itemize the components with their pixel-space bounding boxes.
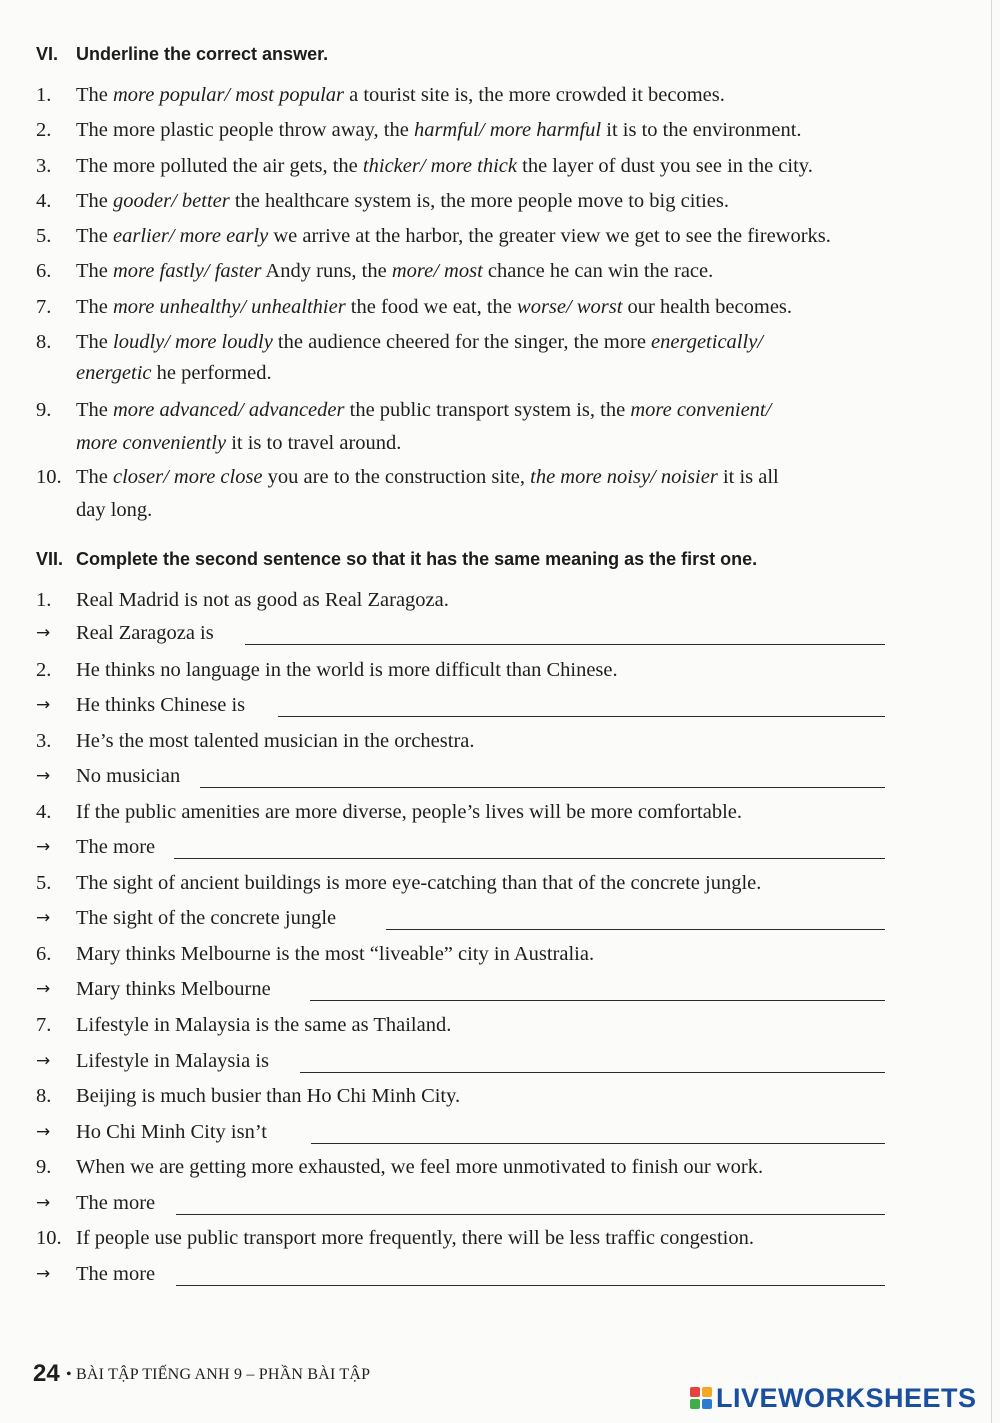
item-number: 1. <box>36 84 52 106</box>
brand-name: LIVEWORKSHEETS <box>716 1382 977 1413</box>
sentence-fragment: the layer of dust you see in the city. <box>517 155 813 177</box>
page-number: 24 <box>33 1360 60 1387</box>
rewrite-prompt: Lifestyle in Malaysia is <box>76 1050 269 1072</box>
original-sentence: When we are getting more exhausted, we feel more unmotivated to finish our work. <box>76 1156 764 1178</box>
answer-blank-line[interactable] <box>174 858 885 859</box>
item-number: 1. <box>36 589 52 611</box>
sentence-fragment: the healthcare system is, the more people move to big cities. <box>229 190 729 212</box>
item-text <box>76 220 831 253</box>
answer-option[interactable]: more unhealthy/ unhealthier <box>113 296 346 318</box>
rewrite-prompt: The more <box>76 836 156 858</box>
sentence-fragment: our health becomes. <box>622 296 793 318</box>
answer-option[interactable]: loudly/ more loudly <box>113 331 273 353</box>
item-text-continued <box>76 494 152 527</box>
rewrite-prompt: The more <box>76 1192 156 1214</box>
item-number: 7. <box>36 296 52 318</box>
answer-option[interactable]: the more noisy/ noisier <box>530 466 718 488</box>
answer-option[interactable]: energetic <box>76 362 152 384</box>
sentence-fragment: The <box>76 399 113 421</box>
answer-blank-line[interactable] <box>245 644 885 645</box>
arrow-right-icon: → <box>36 1264 51 1284</box>
item-number: 8. <box>36 1085 52 1107</box>
item-number: 10. <box>36 466 62 488</box>
logo-square <box>702 1387 712 1397</box>
rewrite-prompt: Mary thinks Melbourne <box>76 978 271 1000</box>
sentence-fragment: day long. <box>76 499 153 521</box>
answer-blank-line[interactable] <box>310 1000 885 1001</box>
answer-blank-line[interactable] <box>176 1285 885 1286</box>
answer-option[interactable]: energetically/ <box>651 331 763 353</box>
sentence-fragment: The more polluted the air gets, the <box>76 155 363 177</box>
original-sentence: Beijing is much busier than Ho Chi Minh City. <box>76 1085 461 1107</box>
arrow-right-icon: → <box>36 1122 51 1142</box>
sentence-fragment: he performed. <box>151 362 272 384</box>
sentence-fragment: you are to the construction site, <box>262 466 531 488</box>
rewrite-prompt: No musician <box>76 765 181 787</box>
sentence-fragment: a tourist site is, the more crowded it becomes. <box>344 84 725 106</box>
rewrite-prompt: Real Zaragoza is <box>76 622 214 644</box>
item-number: 2. <box>36 659 52 681</box>
item-text <box>76 461 779 494</box>
sentence-fragment: we arrive at the harbor, the greater view we get to see the fireworks. <box>268 225 831 247</box>
original-sentence: Real Madrid is not as good as Real Zaragoza. <box>76 589 449 611</box>
item-number: 3. <box>36 730 52 752</box>
arrow-right-icon: → <box>36 837 51 857</box>
answer-blank-line[interactable] <box>176 1214 885 1215</box>
answer-blank-line[interactable] <box>386 929 885 930</box>
answer-option[interactable]: closer/ more close <box>113 466 263 488</box>
item-text <box>76 150 813 183</box>
answer-option[interactable]: worse/ worst <box>517 296 623 318</box>
arrow-right-icon: → <box>36 1051 51 1071</box>
rewrite-prompt: The sight of the concrete jungle <box>76 907 337 929</box>
sentence-fragment: The <box>76 466 113 488</box>
answer-blank-line[interactable] <box>278 716 885 717</box>
item-text-continued <box>76 357 272 390</box>
arrow-right-icon: → <box>36 979 51 999</box>
answer-blank-line[interactable] <box>311 1143 885 1144</box>
sentence-fragment: it is to the environment. <box>601 119 802 141</box>
answer-option[interactable]: more convenient/ <box>630 399 772 421</box>
section-7-heading <box>36 549 757 570</box>
item-number: 4. <box>36 801 52 823</box>
logo-square <box>702 1399 712 1409</box>
liveworksheets-brand[interactable] <box>690 1382 977 1414</box>
item-text <box>76 185 729 218</box>
item-number: 10. <box>36 1227 62 1249</box>
answer-option[interactable]: more conveniently <box>76 432 227 454</box>
original-sentence: If people use public transport more frequently, there will be less traffic congestion. <box>76 1227 754 1249</box>
sentence-fragment: the public transport system is, the <box>344 399 631 421</box>
item-number: 4. <box>36 190 52 212</box>
sentence-fragment: The <box>76 84 113 106</box>
answer-option[interactable]: harmful/ more harmful <box>413 119 602 141</box>
arrow-right-icon: → <box>36 695 51 715</box>
item-text <box>76 291 792 324</box>
item-number: 3. <box>36 155 52 177</box>
original-sentence: He’s the most talented musician in the orchestra. <box>76 730 475 752</box>
item-number: 6. <box>36 260 52 282</box>
arrow-right-icon: → <box>36 908 51 928</box>
original-sentence: He thinks no language in the world is more difficult than Chinese. <box>76 659 618 681</box>
sentence-fragment: chance he can win the race. <box>482 260 714 282</box>
rewrite-prompt: Ho Chi Minh City isn’t <box>76 1121 267 1143</box>
rewrite-prompt: The more <box>76 1263 156 1285</box>
answer-option[interactable]: earlier/ more early <box>113 225 269 247</box>
sentence-fragment: The <box>76 190 113 212</box>
arrow-right-icon: → <box>36 623 51 643</box>
logo-square <box>690 1399 700 1409</box>
item-text <box>76 79 725 112</box>
item-text <box>76 114 802 147</box>
answer-option[interactable]: more/ most <box>391 260 483 282</box>
sentence-fragment: The more plastic people throw away, the <box>76 119 414 141</box>
sentence-fragment: the food we eat, the <box>345 296 518 318</box>
original-sentence: Mary thinks Melbourne is the most “liveable” city in Australia. <box>76 943 595 965</box>
item-number: 6. <box>36 943 52 965</box>
answer-option[interactable]: more fastly/ faster <box>113 260 262 282</box>
arrow-right-icon: → <box>36 1193 51 1213</box>
item-text-continued <box>76 427 401 460</box>
answer-option[interactable]: more popular/ most popular <box>113 84 345 106</box>
item-number: 7. <box>36 1014 52 1036</box>
original-sentence: The sight of ancient buildings is more eye-catching than that of the concrete jungle. <box>76 872 762 894</box>
liveworksheets-logo-icon <box>690 1387 712 1409</box>
answer-blank-line[interactable] <box>300 1072 885 1073</box>
section-6-heading <box>36 44 328 65</box>
answer-option[interactable]: gooder/ better <box>113 190 230 212</box>
sentence-fragment: The <box>76 225 113 247</box>
section-6-title: Underline the correct answer. <box>76 44 329 64</box>
answer-option[interactable]: more advanced/ advanceder <box>113 399 345 421</box>
answer-option[interactable]: thicker/ more thick <box>362 155 517 177</box>
sentence-fragment: The <box>76 296 113 318</box>
sentence-fragment: Andy runs, the <box>261 260 392 282</box>
original-sentence: If the public amenities are more diverse, people’s lives will be more comfortable. <box>76 801 743 823</box>
arrow-right-icon: → <box>36 766 51 786</box>
item-number: 9. <box>36 1156 52 1178</box>
section-7-number: VII. <box>36 549 64 569</box>
original-sentence: Lifestyle in Malaysia is the same as Thailand. <box>76 1014 452 1036</box>
book-title: • BÀI TẬP TIẾNG ANH 9 – PHẦN BÀI TẬP <box>66 1366 371 1383</box>
section-7-title: Complete the second sentence so that it has the same meaning as the first one. <box>76 549 758 569</box>
item-text <box>76 326 763 359</box>
logo-square <box>690 1387 700 1397</box>
item-text <box>76 394 771 427</box>
answer-blank-line[interactable] <box>200 787 885 788</box>
sentence-fragment: the audience cheered for the singer, the more <box>272 331 652 353</box>
sentence-fragment: it is to travel around. <box>226 432 402 454</box>
page-edge <box>991 0 992 1423</box>
item-number: 5. <box>36 872 52 894</box>
sentence-fragment: it is all <box>717 466 779 488</box>
sentence-fragment: The <box>76 260 113 282</box>
item-number: 9. <box>36 399 52 421</box>
section-6-number: VI. <box>36 44 59 64</box>
sentence-fragment: The <box>76 331 113 353</box>
rewrite-prompt: He thinks Chinese is <box>76 694 246 716</box>
item-number: 2. <box>36 119 52 141</box>
item-text <box>76 255 713 288</box>
item-number: 5. <box>36 225 52 247</box>
item-number: 8. <box>36 331 52 353</box>
